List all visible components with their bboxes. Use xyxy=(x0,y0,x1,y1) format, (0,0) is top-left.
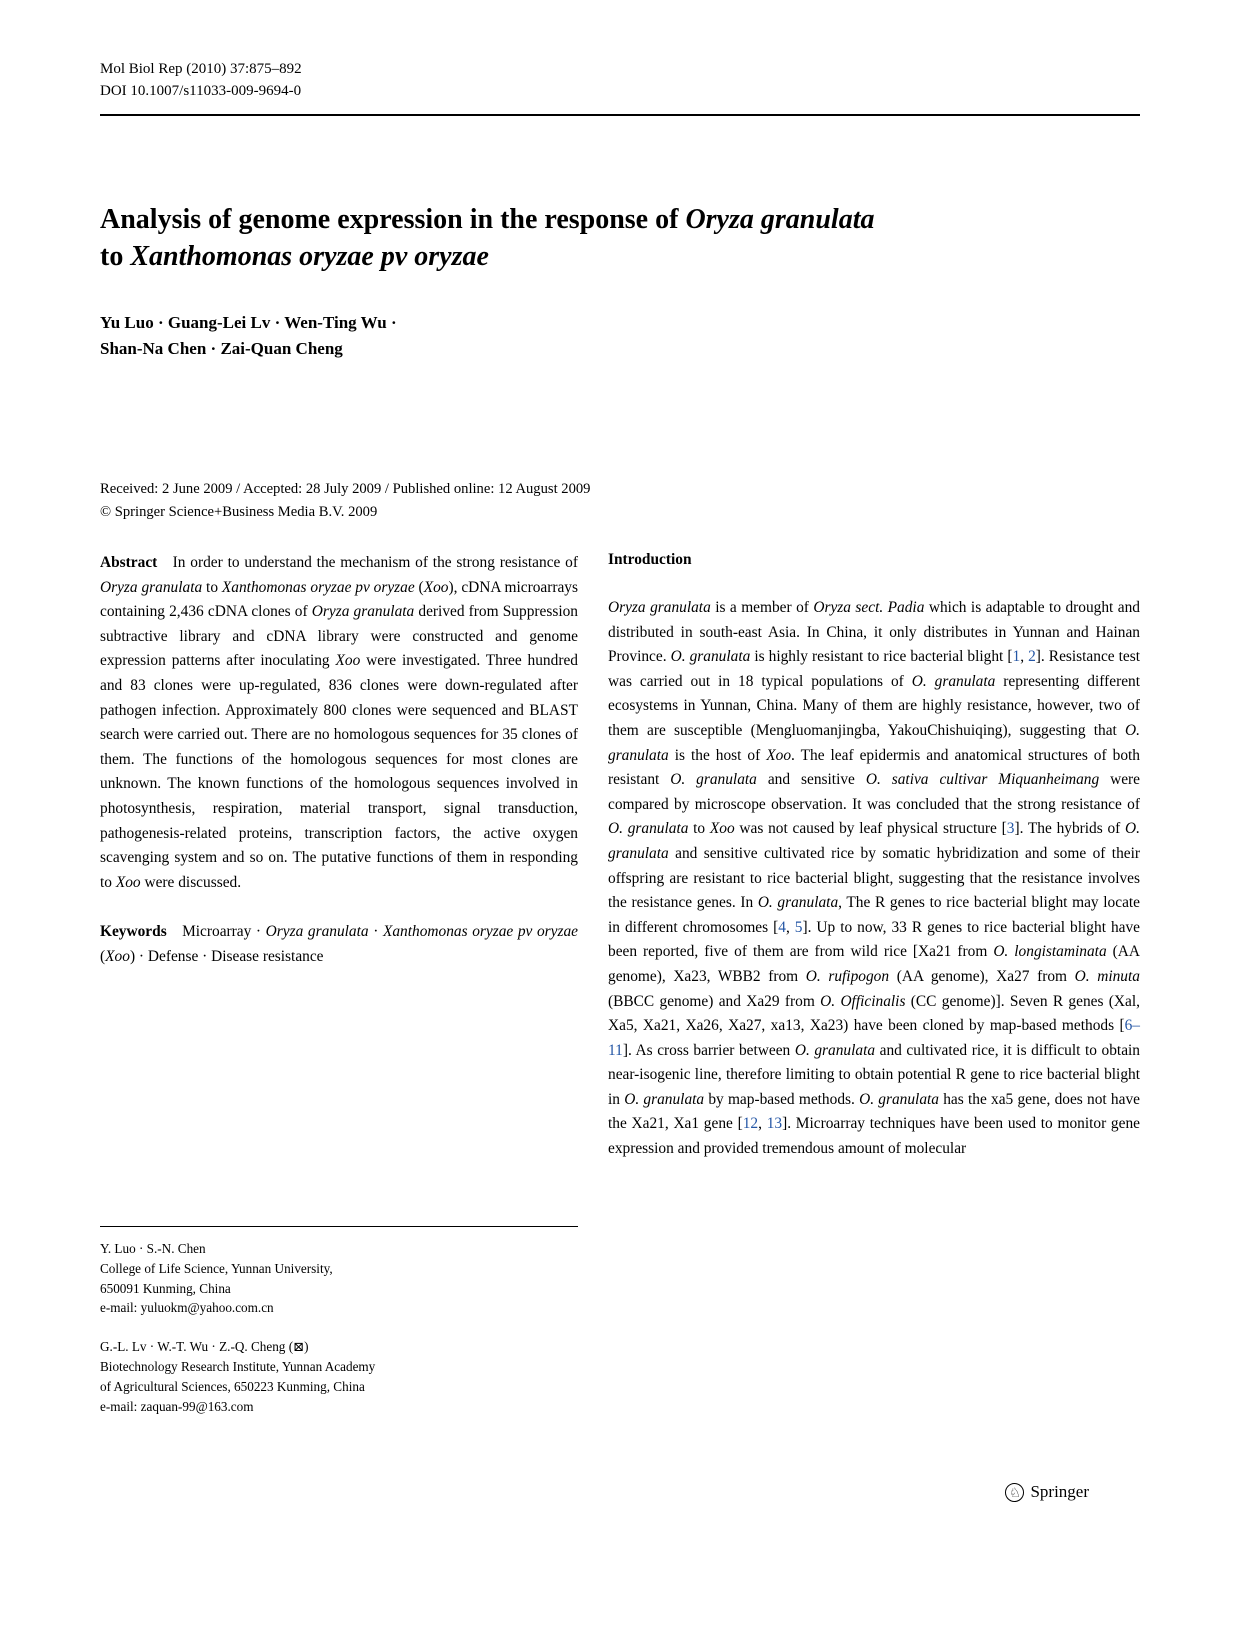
text-segment: Xanthomonas oryzae pv oryzae xyxy=(221,578,415,596)
footnote-rule xyxy=(100,1226,578,1227)
text-segment: Xoo xyxy=(709,820,735,838)
introduction-paragraph xyxy=(608,596,1140,1162)
text-segment: which is adaptable to drought and distributed in south-east Asia. In China, it only distributes in Yunnan and Hainan Province. xyxy=(608,599,1141,666)
citation-link[interactable]: 6–11 xyxy=(608,1017,1140,1059)
text-segment: , The R genes to rice bacterial blight may locate in different chromosomes [ xyxy=(608,894,1141,936)
text-segment: O. granulata xyxy=(670,771,757,789)
text-segment: ]. Microarray techniques have been used to monitor gene expression and provided tremendous amount of molecular xyxy=(608,1115,1140,1158)
text-segment: O. granulata xyxy=(608,820,689,838)
text-segment: O. Officinalis xyxy=(820,992,906,1010)
text-segment: G.-L. Lv · W.-T. Wu · Z.-Q. Cheng ( xyxy=(100,1339,294,1355)
doi-line: DOI 10.1007/s11033-009-9694-0 xyxy=(100,83,302,99)
text-segment: (CC genome)]. Seven R genes (Xal, Xa5, Xa21, Xa26, Xa27, xa13, Xa23) have been cloned by map-based methods [ xyxy=(608,992,1140,1035)
text-segment: 650091 Kunming, China xyxy=(100,1280,231,1296)
text-segment: was not caused by leaf physical structure [ xyxy=(734,820,1007,838)
copyright-line: © Springer Science+Business Media B.V. 2009 xyxy=(100,504,378,520)
text-segment: ]. Up to now, 33 R genes to rice bacterial blight have been reported, five of them are from wild rice [Xa21 from xyxy=(608,918,1140,961)
text-segment: Xanthomonas oryzae pv oryzae xyxy=(382,923,579,941)
text-segment: , xyxy=(758,1115,767,1133)
text-segment: Xoo xyxy=(335,652,361,670)
left-column xyxy=(100,551,578,1162)
text-segment: by map-based methods. xyxy=(704,1090,860,1108)
text-segment: Xoo xyxy=(423,578,449,596)
citation-link[interactable]: 1 xyxy=(1012,648,1021,666)
text-segment: ) xyxy=(304,1339,309,1355)
page-header xyxy=(100,58,302,102)
text-segment: O. longistaminata xyxy=(993,943,1107,961)
text-segment: Oryza granulata xyxy=(311,603,415,621)
citation-link[interactable]: 12 xyxy=(742,1115,759,1133)
text-segment: Oryza granulata xyxy=(265,923,369,941)
two-column-body xyxy=(100,551,1140,1162)
publisher-name: Springer xyxy=(1030,1482,1089,1501)
text-segment: ]. Resistance test was carried out in 18 typical populations of xyxy=(608,648,1141,690)
text-segment: O. granulata xyxy=(911,672,996,690)
received-accepted-line: Received: 2 June 2009 / Accepted: 28 July 2009 / Published online: 12 August 2009 xyxy=(100,481,591,497)
text-segment: Y. Luo · S.-N. Chen xyxy=(100,1241,206,1256)
citation-link[interactable]: 4 xyxy=(778,918,786,936)
text-segment: O. granulata xyxy=(608,721,1140,764)
text-segment: Oryza granulata xyxy=(100,578,203,596)
publisher-footer xyxy=(1005,1482,1089,1502)
text-segment: . The leaf epidermis and anatomical structures of both resistant xyxy=(608,746,1140,789)
text-segment: College of Life Science, Yunnan University, xyxy=(100,1260,333,1276)
text-segment: (BBCC genome) and Xa29 from xyxy=(608,992,821,1010)
introduction-heading: Introduction xyxy=(608,551,692,568)
text-segment: is a member of xyxy=(710,599,814,616)
text-segment: were compared by microscope observation. It was concluded that the strong resistance of xyxy=(608,771,1141,813)
citation-link[interactable]: 2 xyxy=(1028,648,1036,666)
text-segment: Analysis of genome expression in the response of xyxy=(100,204,686,235)
text-segment: representing different ecosystems in Yunnan, China. Many of them are highly resistance, however, two of them are susceptible (Mengluomanjingba, YakouChishuiqing), suggesting that xyxy=(608,672,1141,739)
text-segment: e-mail: zaquan-99@163.com xyxy=(100,1398,254,1414)
text-segment: e-mail: yuluokm@yahoo.com.cn xyxy=(100,1300,274,1316)
text-segment: has the xa5 gene, does not have the Xa21, Xa1 gene [ xyxy=(608,1090,1140,1133)
text-segment: O. minuta xyxy=(1074,967,1140,985)
text-segment: O. granulata xyxy=(794,1041,876,1059)
text-segment: Abstract xyxy=(100,554,158,571)
text-segment: In order to understand the mechanism of the strong resistance of xyxy=(157,554,578,571)
authors-line xyxy=(100,310,397,362)
citation-link[interactable]: 3 xyxy=(1006,820,1015,838)
text-segment: Shan-Na Chen · Zai-Quan Cheng xyxy=(100,339,343,358)
text-segment: and sensitive cultivated rice by somatic hybridization and some of their offspring are resistant to rice bacterial blight, suggesting that the resistance involves the resistance genes. In xyxy=(608,844,1140,912)
keywords-paragraph xyxy=(100,920,578,969)
text-segment: and cultivated rice, it is difficult to obtain near-isogenic line, therefore limiting to obtain potential R gene to rice bacterial blight in xyxy=(608,1041,1140,1108)
text-segment: Keywords xyxy=(100,923,167,941)
text-segment: O. rufipogon xyxy=(805,967,890,985)
springer-logo-icon: ♘ xyxy=(1005,1483,1024,1502)
abstract-paragraph xyxy=(100,551,578,895)
text-segment: ( xyxy=(100,947,106,965)
text-segment: (AA genome), Xa23, WBB2 from xyxy=(608,943,1141,985)
header-rule xyxy=(100,114,1140,116)
text-segment: O. granulata xyxy=(757,894,839,912)
text-segment: Oryza granulata xyxy=(608,599,711,616)
text-segment: ]. As cross barrier between xyxy=(622,1041,795,1059)
journal-citation-line: Mol Biol Rep (2010) 37:875–892 xyxy=(100,61,302,77)
text-segment: is the host of xyxy=(668,746,767,764)
text-segment: ( xyxy=(414,578,424,596)
footnote-area xyxy=(100,1226,578,1435)
text-segment: derived from Suppression subtractive library and cDNA library were constructed and genome expression patterns after inoculating xyxy=(100,603,578,670)
text-segment: , xyxy=(785,918,795,936)
article-title xyxy=(100,201,1140,275)
text-segment: Xoo xyxy=(105,947,130,965)
dates-block xyxy=(100,478,590,524)
text-segment: Microarray · xyxy=(166,923,266,941)
text-segment: to xyxy=(688,820,710,838)
text-segment: O. granulata xyxy=(859,1090,939,1108)
text-segment: Yu Luo · Guang-Lei Lv · Wen-Ting Wu · xyxy=(100,313,397,332)
text-segment: , xyxy=(1020,648,1029,666)
text-segment: ) · Defense · Disease resistance xyxy=(129,947,324,965)
text-segment: (AA genome), Xa27 from xyxy=(889,967,1075,985)
text-segment: to xyxy=(100,241,131,272)
citation-link[interactable]: 13 xyxy=(766,1115,783,1133)
text-segment: Xoo xyxy=(115,873,141,891)
affiliation-block-2 xyxy=(100,1337,578,1416)
citation-link[interactable]: 5 xyxy=(794,918,803,936)
text-segment: Xoo xyxy=(766,746,792,764)
right-column xyxy=(608,551,1140,1162)
envelope-icon: ⊠ xyxy=(293,1339,305,1355)
text-segment: Oryza sect. Padia xyxy=(813,599,925,616)
text-segment: O. granulata xyxy=(670,648,751,666)
text-segment: Xanthomonas oryzae pv oryzae xyxy=(130,241,489,272)
text-segment: Oryza granulata xyxy=(685,204,875,235)
text-segment: O. granulata xyxy=(608,820,1140,862)
text-segment: Biotechnology Research Institute, Yunnan Academy xyxy=(100,1358,376,1374)
text-segment: O. granulata xyxy=(624,1090,705,1108)
text-segment: of Agricultural Sciences, 650223 Kunming, China xyxy=(100,1378,365,1394)
text-segment: to xyxy=(202,578,222,596)
text-segment: O. sativa cultivar Miquanheimang xyxy=(865,771,1100,789)
text-segment: is highly resistant to rice bacterial blight [ xyxy=(750,648,1013,666)
text-segment: and sensitive xyxy=(756,771,866,789)
text-segment: ]. The hybrids of xyxy=(1014,820,1126,838)
text-segment: were investigated. Three hundred and 83 clones were up-regulated, 836 clones were down-regulated after pathogen infection. Approximately 800 clones were sequenced and BLAST search were carried out. There are no homologous sequences for 35 clones of them. The functions of the homologous sequences for most clones are unknown. The known functions of the homologous sequences involved in photosynthesis, respiration, material transport, signal transduction, pathogenesis-related proteins, transcription factors, the active oxygen scavenging system and so on. The putative functions of them in responding to xyxy=(100,652,578,891)
text-segment: · xyxy=(368,923,383,941)
text-segment: ), cDNA microarrays containing 2,436 cDNA clones of xyxy=(100,578,578,621)
text-segment: were discussed. xyxy=(140,873,242,891)
affiliation-block-1 xyxy=(100,1239,578,1318)
